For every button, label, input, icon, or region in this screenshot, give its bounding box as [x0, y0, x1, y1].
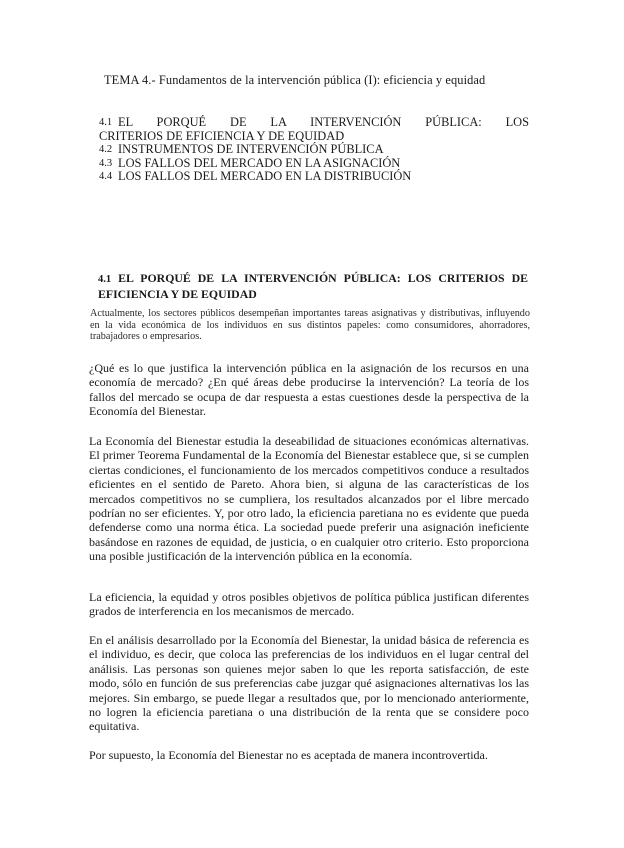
paragraph: La eficiencia, la equidad y otros posibles objetivos de política pública justifican diferentes grados de interferencia en los mecanismos de mercado.: [89, 590, 529, 619]
toc-item-4-1-cont: [99, 130, 529, 144]
table-of-contents: [99, 116, 529, 184]
toc-item-4-3: [99, 157, 529, 171]
lead-paragraph: Actualmente, los sectores públicos desempeñan importantes tareas asignativas y distributivas, influyendo en la vida económica de los individuos en sus distintos papeles: como consumidores, ahorradores, trabajadores o empresarios.: [90, 308, 530, 343]
page-header: TEMA 4.- Fundamentos de la intervención pública (I): eficiencia y equidad: [104, 73, 486, 87]
toc-text: EL PORQUÉ DE LA INTERVENCIÓN PÚBLICA: LOS: [118, 115, 529, 129]
paragraph: La Economía del Bienestar estudia la deseabilidad de situaciones económicas alternativas. El primer Teorema Fundamental de la Economía del Bienestar establece que, si se cumplen ciertas condiciones, el funcionamiento de los mercados competitivos conduce a resultados eficientes en el sentido de Pareto. Ahora bien, si alguna de las características de los mercados competitivos no se cumpliera, los resultados alcanzados por el libre mercado podrían no ser eficientes. Y, por otro lado, la eficiencia paretiana no es evidente que pueda defenderse como una norma ética. La sociedad puede preferir una asignación ineficiente basándose en razones de equidad, de justicia, o en cualquier otro criterio. Esto proporciona una posible justificación de la intervención pública en la economía.: [89, 434, 529, 564]
paragraph: En el análisis desarrollado por la Economía del Bienestar, la unidad básica de referencia es el individuo, es decir, que coloca las preferencias de los individuos en el lugar central del análisis. Las personas son quienes mejor saben lo que les reporta satisfacción, de este modo, sólo en función de sus preferencias cabe juzgar qué asignaciones alternativas los las mejores. Sin embargo, se puede llegar a resultados que, por lo mencionado anteriormente, no logren la eficiencia paretiana o una distribución de la renta que se considere poco equitativa.: [89, 633, 529, 734]
section-number: 4.1: [98, 274, 112, 285]
toc-text-continued: CRITERIOS DE EFICIENCIA Y DE EQUIDAD: [99, 128, 345, 143]
toc-item-4-1: [99, 116, 529, 130]
toc-number: 4.3: [99, 157, 113, 169]
toc-item-4-2: [99, 143, 529, 157]
toc-number: 4.1: [99, 117, 113, 128]
section-heading: [98, 271, 528, 301]
toc-number: 4.4: [99, 171, 113, 182]
toc-text: LOS FALLOS DEL MERCADO EN LA ASIGNACIÓN: [118, 155, 401, 170]
toc-item-4-4: [99, 170, 529, 184]
toc-text: LOS FALLOS DEL MERCADO EN LA DISTRIBUCIÓN: [118, 169, 412, 183]
toc-number: 4.2: [99, 144, 113, 155]
paragraph: ¿Qué es lo que justifica la intervención pública en la asignación de los recursos en una economía de mercado? ¿En qué áreas debe producirse la intervención? La teoría de los fallos del mercado se ocupa de dar respuesta a estas cuestiones desde la perspectiva de la Economía del Bienestar.: [89, 361, 529, 419]
paragraph: Por supuesto, la Economía del Bienestar no es aceptada de manera incontrovertida.: [89, 748, 488, 762]
toc-text: INSTRUMENTOS DE INTERVENCIÓN PÚBLICA: [118, 142, 384, 156]
section-title: EL PORQUÉ DE LA INTERVENCIÓN PÚBLICA: LOS CRITERIOS DE EFICIENCIA Y DE EQUIDAD: [98, 271, 528, 301]
